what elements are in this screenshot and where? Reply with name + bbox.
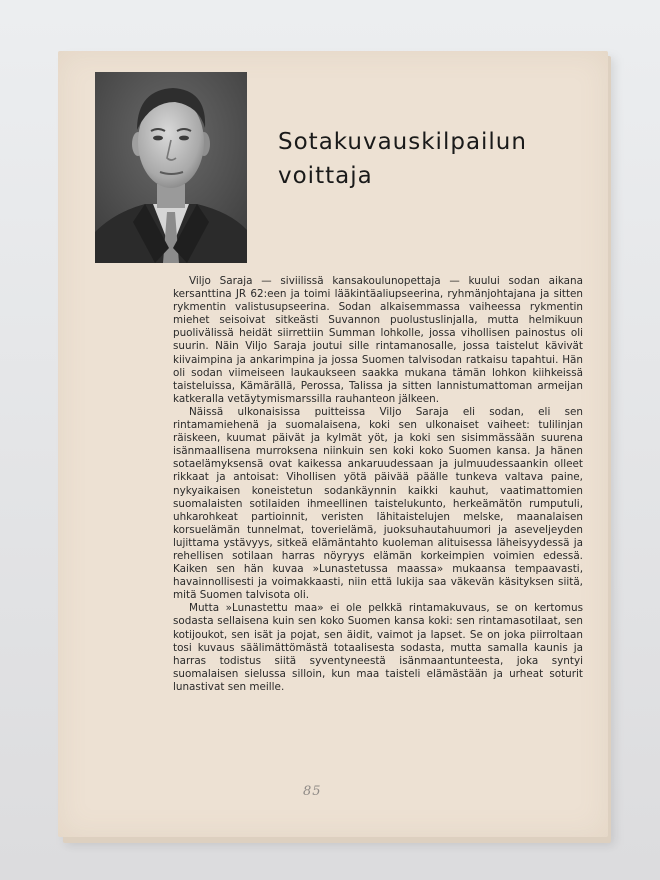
portrait-illustration (95, 72, 247, 263)
document-page (58, 51, 608, 837)
article-body (173, 275, 583, 694)
title-line-2: voittaja (278, 163, 373, 189)
handwritten-pencil-note: 85 (303, 784, 322, 799)
author-portrait-photo (95, 72, 247, 263)
title-line-1: Sotakuvauskilpailun (278, 129, 527, 155)
paragraph-2: Näissä ulkonaisissa puitteissa Viljo Saraja eli sodan, eli sen rintamamiehenä ja suomalaisena, koki sen ulkonaiset vaiheet: tulilinjan räiskeen, kuumat päivät ja kylmät yöt, ja koki sen sisimmässään suurena isänmaallisena murroksena niinkuin sen koki koko Suomen kansa. Ja hänen sotaelämyksensä ovat kaikessa ankaruudessaan ja julmuudessaankin olleet rikkaat ja antoisat: Vihollisen yötä päivää päälle tunkeva valtava paine, nykyaikaisen koneistetun sodankäynnin kaikki kauhut, vaatimattomien suomalaisten sotilaiden ihmeellinen taistelukunto, herkeämätön rumputuli, uhkarohkeat partioinnit, veristen lähitaistelujen melske, maanalaisen korsuelämän tunnelmat, toverielämä, juoksuhautahuumori ja aseveljeyden lujittama ystävyys, sitkeä elämäntahto kuoleman alituisessa läheisyydessä ja rehellisen sotilaan harras nöyryys elämän korkeimpien voimien edessä. Kaiken sen hän kuvaa »Lunastetussa maassa» mukaansa tempaavasti, havainnollisesti ja voimakkaasti, niin että lukija saa väkevän käsityksen siitä, mitä Suomen talvisota oli. (173, 405, 583, 602)
paragraph-3: Mutta »Lunastettu maa» ei ole pelkkä rintamakuvaus, se on kertomus sodasta sellaisena kuin sen koko Suomen kansa koki: sen rintamasotilaat, sen kotijoukot, sen isät ja pojat, sen äidit, vaimot ja lapset. Se on joka piirroltaan tosi kuvaus säälimättömästä totaalisesta sodasta, mutta samalla kaunis ja harras todistus siitä syventyneestä isänmaantunteesta, joka syntyi suomalaisen sielussa silloin, kun maa taisteli elämästään ja urheat soturit lunastivat sen meille. (173, 602, 583, 693)
paragraph-1: Viljo Saraja — siviilissä kansakoulunopettaja — kuului sodan aikana kersanttina JR 62:een ja toimi lääkintäaliupseerina, ryhmänjohtajana ja sitten rykmentin valistusupseerina. Sodan alkaisemmassa vaiheessa rykmentin miehet seisoivat sitkeästi Suvannon puolustuslinjalla, mutta helmikuun puolivälissä heidät siirrettiin Summan lohkolle, jossa vihollisen painostus oli suurin. Näin Viljo Saraja joutui sille rintamanosalle, jossa taistelut kävivät kiivaimpina ja ankarimpina ja jossa Suomen talvisodan ratkaisu tapahtui. Hän oli sodan viimeiseen laukaukseen saakka mukana tämän lohkon kiihkeissä taisteluissa, Kämärällä, Perossa, Talissa ja sitten lannistumattoman armeijan katkeralla vetäytymismarssilla rauhanteon jälkeen. (173, 275, 583, 405)
article-title (278, 125, 527, 193)
